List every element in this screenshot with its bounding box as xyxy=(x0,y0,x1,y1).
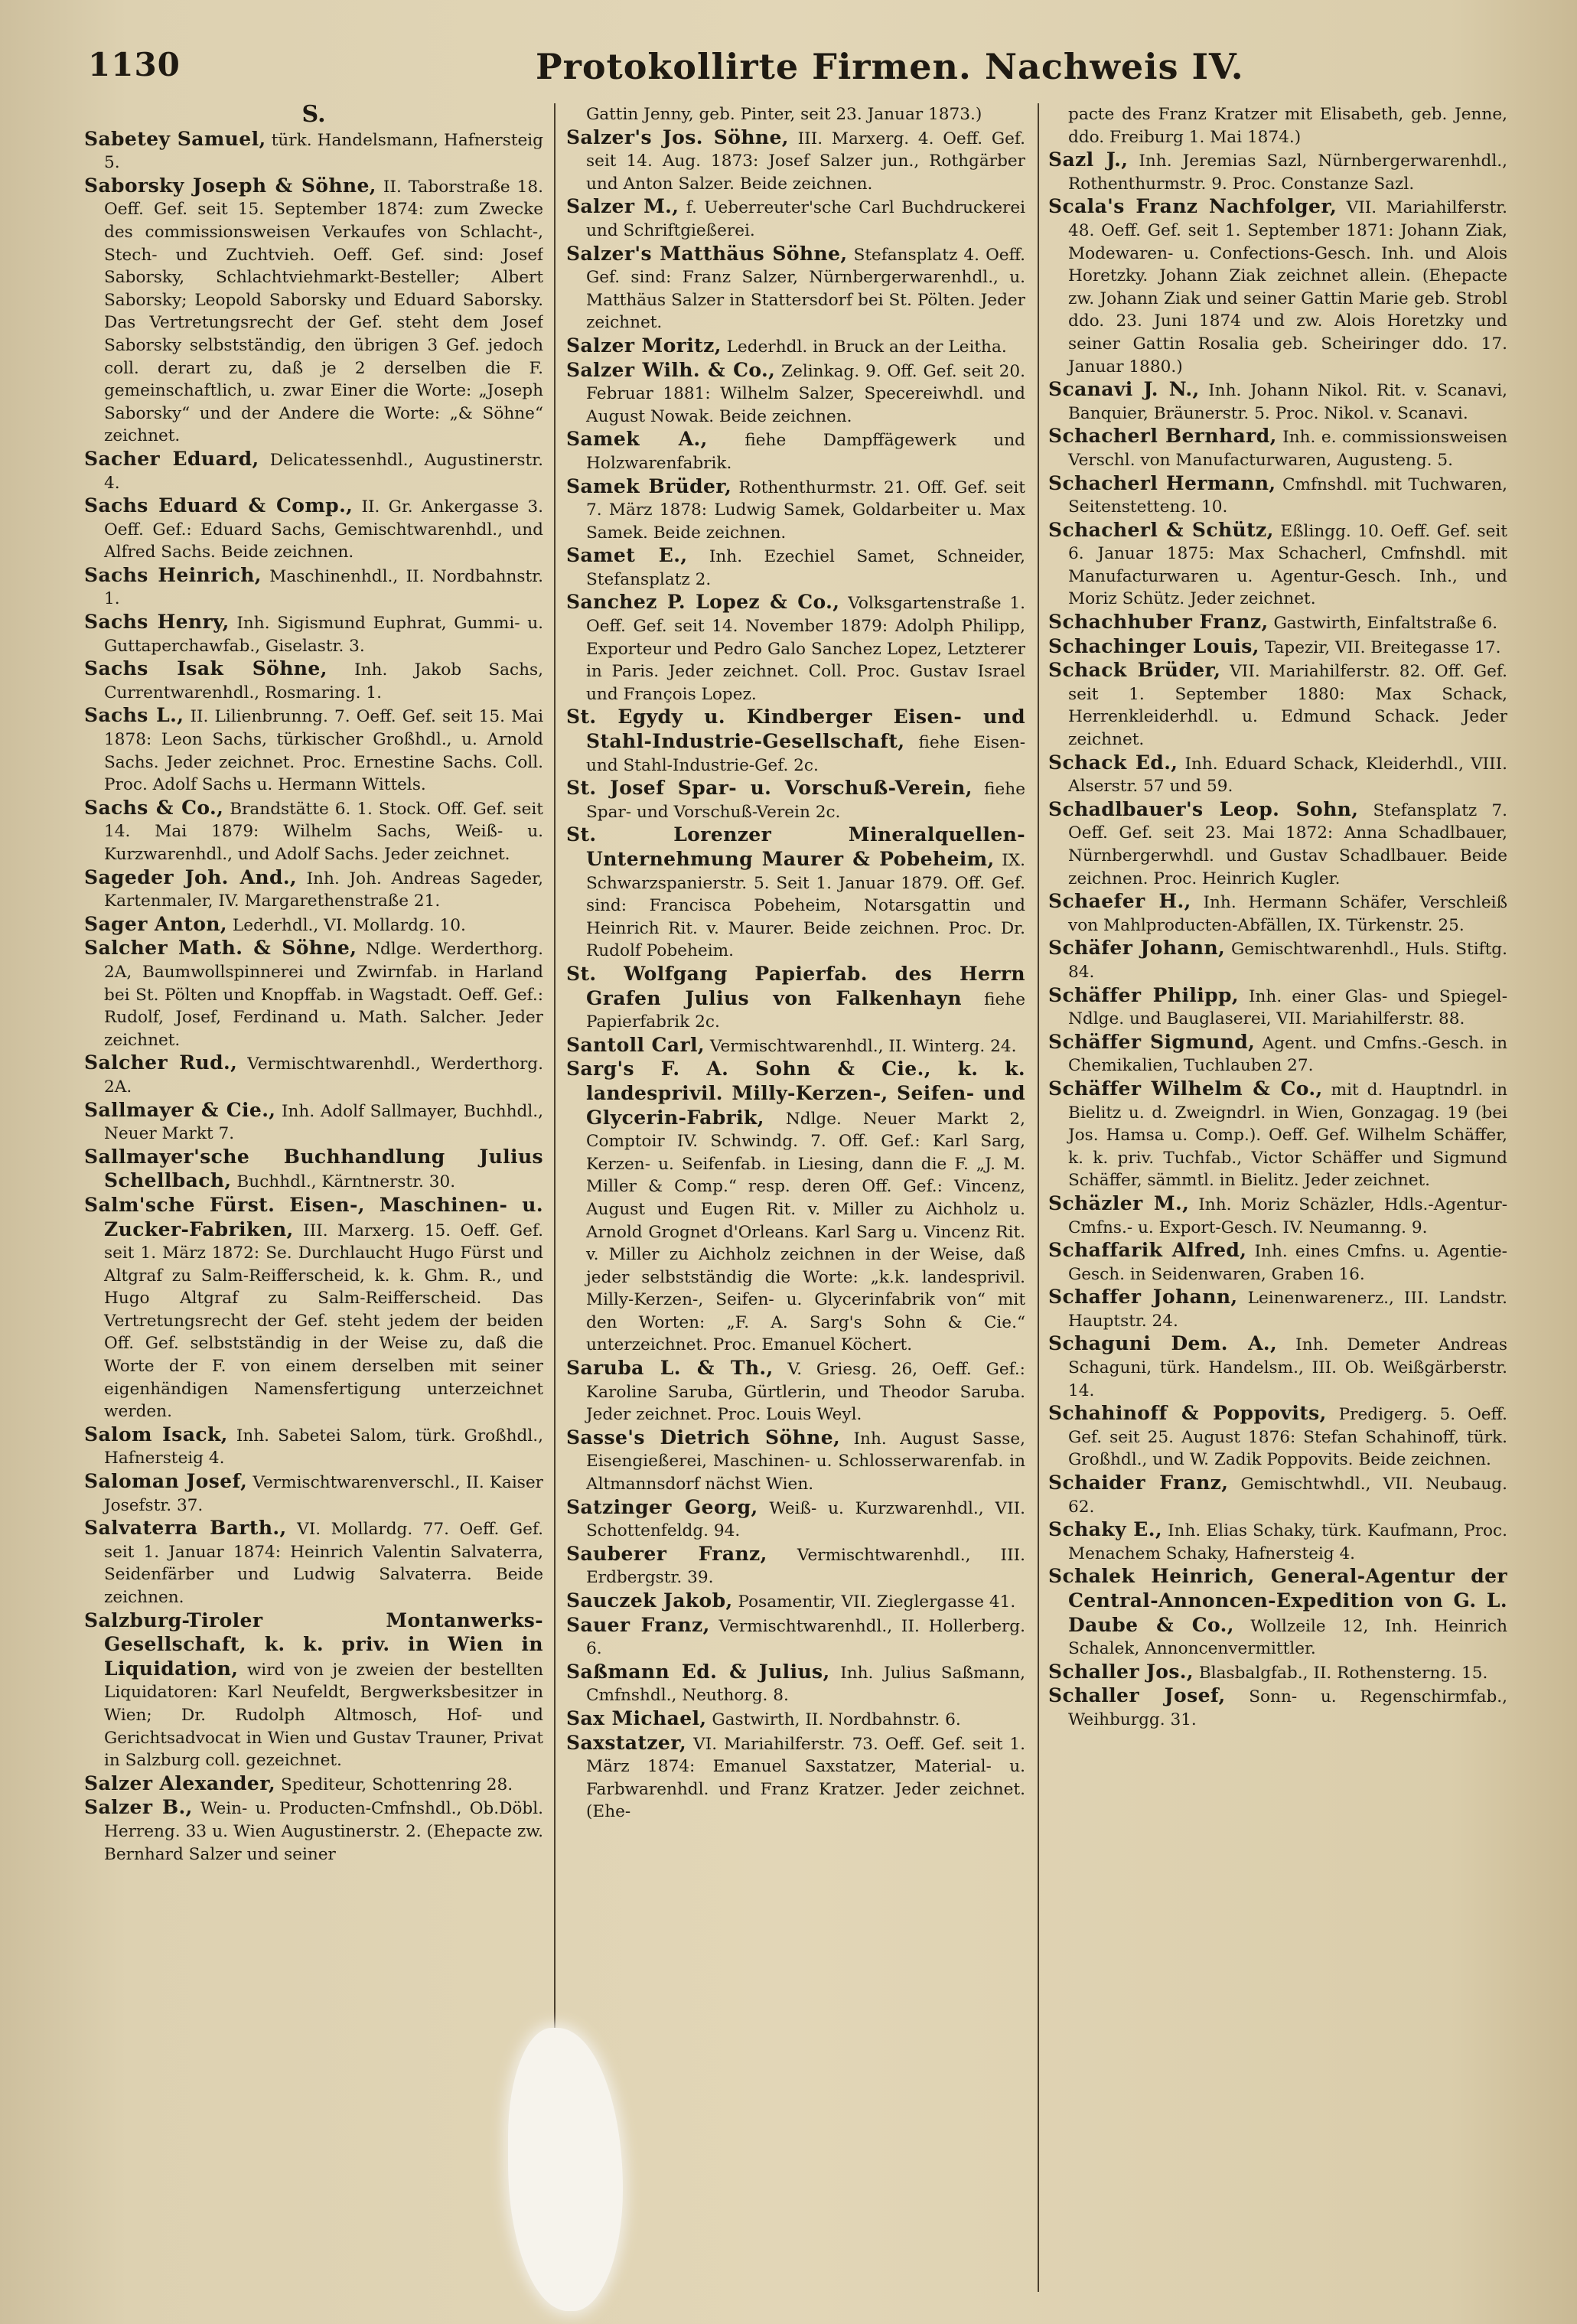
firm-name: Schacherl Bernhard, xyxy=(1048,425,1277,448)
entry-details: Gattin Jenny, geb. Pinter, seit 23. Januar 1873.) xyxy=(586,105,982,124)
entry-details: Vermischtwarenhdl., III. Erdbergstr. 39. xyxy=(586,1545,1025,1588)
directory-entry xyxy=(1048,425,1507,471)
firm-name: Samet E., xyxy=(566,544,688,567)
entry-details: Inh. Sigismund Euphrat, Gummi- u. Guttaperchawfab., Giselastr. 3. xyxy=(104,614,543,656)
firm-name: Sax Michael, xyxy=(566,1706,707,1729)
entry-details: Vermischtwarenverschl., II. Kaiser Josefstr. 37. xyxy=(104,1473,543,1515)
directory-entry xyxy=(1048,1192,1507,1239)
entry-details: VI. Mollardg. 77. Oeff. Gef. seit 1. Januar 1874: Heinrich Valentin Salvaterra, Seidenfärber und Ludwig Salvaterra. Beide zeichnen. xyxy=(104,1520,543,1607)
firm-name: Schaffer Johann, xyxy=(1048,1286,1238,1309)
directory-entry xyxy=(566,195,1025,242)
column-2 xyxy=(566,103,1025,2300)
directory-entry xyxy=(566,359,1025,429)
directory-entry xyxy=(1048,659,1507,751)
entry-details: Gastwirth, Einfaltstraße 6. xyxy=(1273,614,1498,634)
directory-entry xyxy=(1048,1077,1507,1192)
entry-details: Inh. Joh. Andreas Sageder, Kartenmaler, IV. Margarethenstraße 21. xyxy=(104,869,543,911)
entry-details: Cmfnshdl. mit Tuchwaren, Seitenstetteng. 10. xyxy=(1068,474,1507,517)
entry-details: Weiß- u. Kurzwarenhdl., VII. Schottenfeldg. 94. xyxy=(586,1498,1025,1541)
entry-details: Ndlge. Neuer Markt 2, Comptoir IV. Schwindg. 7. Off. Gef.: Karl Sarg, Kerzen- u. Seifenfab. in Liesing, dann die F. „J. M. Miller & Comp.“ resp. deren Off. Gef.: Vincenz, August und Eugen Rit. v. Miller zu Aichholz u. Arnold Grognet d'Orleans. Karl Sarg u. Vincenz Rit. v. Miller zu Aichholz zeichnen in der Weise, daß jeder selbstständig die Worte: „k.k. landesprivil. Milly-Kerzen-, Seifen- u. Glycerinfabrik von“ mit den Worten: „F. A. Sarg's Sohn & Cie.“ unterzeichnet. Proc. Emanuel Köchert. xyxy=(586,1109,1025,1355)
directory-entry xyxy=(1048,1661,1507,1685)
directory-entry xyxy=(1048,798,1507,890)
firm-name: Saxstatzer, xyxy=(566,1731,687,1754)
directory-entry xyxy=(84,494,543,564)
directory-entry xyxy=(566,823,1025,963)
directory-entry xyxy=(566,243,1025,334)
firm-name: Schäffer Sigmund, xyxy=(1048,1030,1256,1053)
firm-name: Schaller Josef, xyxy=(1048,1684,1226,1707)
directory-entry xyxy=(566,1357,1025,1426)
firm-name: Salzer Moritz, xyxy=(566,334,722,357)
firm-name: Schäffer Wilhelm & Co., xyxy=(1048,1077,1323,1100)
directory-entry xyxy=(1048,984,1507,1031)
directory-entry xyxy=(566,428,1025,474)
entry-details: Inh. einer Glas- und Spiegel-Ndlge. und Bauglaserei, VII. Mariahilferstr. 88. xyxy=(1068,986,1507,1029)
firm-name: Sanchez P. Lopez & Co., xyxy=(566,591,840,614)
entry-details: Inh. eines Cmfns. u. Agentie-Gesch. in Seidenwaren, Graben 16. xyxy=(1068,1242,1507,1284)
entry-details: III. Marxerg. 4. Oeff. Gef. seit 14. Aug. 1873: Josef Salzer jun., Rothgärber und Anton Salzer. Beide zeichnen. xyxy=(586,129,1025,194)
firm-name: Sallmayer & Cie., xyxy=(84,1098,276,1121)
firm-name: Sauberer Franz, xyxy=(566,1542,767,1565)
directory-entry xyxy=(84,1609,543,1772)
firm-name: Saßmann Ed. & Julius, xyxy=(566,1660,830,1683)
directory-entry xyxy=(84,1772,543,1797)
entry-details: VII. Mariahilferstr. 48. Oeff. Gef. seit 1. September 1871: Johann Ziak, Modewaren- u. Confections-Gesch. Inh. und Alois Horetzky. Johann Ziak zeichnet allein. (Ehepacte zw. Johann Ziak und seiner Gattin Marie geb. Strobl ddo. 23. Juni 1874 und zw. Alois Horetzky und seiner Gattin Rosalia geb. Scheiringer ddo. 17. Januar 1880.) xyxy=(1068,198,1507,376)
directory-entry xyxy=(566,1034,1025,1058)
directory-entry xyxy=(566,126,1025,196)
firm-name: Schahinoff & Poppovits, xyxy=(1048,1402,1327,1425)
directory-entry xyxy=(566,475,1025,545)
firm-name: Scanavi J. N., xyxy=(1048,378,1200,401)
directory-entry xyxy=(566,1058,1025,1357)
firm-name: Sachs Heinrich, xyxy=(84,563,262,586)
firm-name: Salzburg-Tiroler Montanwerks-Gesellschaft, k. k. priv. in Wien in Liquidation, xyxy=(84,1609,543,1680)
firm-name: Schäffer Philipp, xyxy=(1048,983,1239,1006)
entry-details: Maschinenhdl., II. Nordbahnstr. 1. xyxy=(104,566,543,609)
firm-name: Sachs & Co., xyxy=(84,796,224,819)
entry-details: Rothenthurmstr. 21. Off. Gef. seit 7. März 1878: Ludwig Samek, Goldarbeiter u. Max Samek. Beide zeichnen. xyxy=(586,478,1025,543)
firm-name: Schachinger Louis, xyxy=(1048,634,1259,657)
firm-name: Salvaterra Barth., xyxy=(84,1517,287,1540)
entry-details: Gemischtwhdl., VII. Neubaug. 62. xyxy=(1068,1475,1507,1517)
firm-name: Sager Anton, xyxy=(84,912,227,935)
directory-entry xyxy=(84,1099,543,1146)
firm-name: Schaefer H., xyxy=(1048,890,1191,913)
directory-entry xyxy=(1048,1239,1507,1286)
directory-entry xyxy=(566,1661,1025,1707)
directory-entry xyxy=(566,963,1025,1034)
entry-details: Eßlingg. 10. Oeff. Gef. seit 6. Januar 1875: Max Schacherl, Cmfnshdl. mit Manufacturwaren u. Agentur-Gesch. Inh., und Moriz Schütz. Jeder zeichnet. xyxy=(1068,521,1507,609)
directory-entry xyxy=(1048,195,1507,378)
entry-details: Inh. Moriz Schäzler, Hdls.-Agentur-Cmfns.- u. Export-Gesch. IV. Neumanng. 9. xyxy=(1068,1195,1507,1237)
directory-entry xyxy=(1048,519,1507,611)
directory-entry xyxy=(566,1589,1025,1614)
directory-entry xyxy=(84,564,543,611)
entry-details: Zelinkag. 9. Off. Gef. seit 20. Februar 1881: Wilhelm Salzer, Specereiwhdl. und August Nowak. Beide zeichnen. xyxy=(586,361,1025,426)
entry-details: pacte des Franz Kratzer mit Elisabeth, geb. Jenne, ddo. Freiburg 1. Mai 1874.) xyxy=(1068,105,1507,147)
entry-details: Spediteur, Schottenring 28. xyxy=(280,1775,513,1794)
firm-name: Schäzler M., xyxy=(1048,1191,1190,1214)
firm-name: St. Wolfgang Papierfab. des Herrn Grafen Julius von Falkenhayn xyxy=(566,962,1025,1009)
directory-entry xyxy=(84,797,543,866)
firm-name: Sachs Isak Söhne, xyxy=(84,657,327,680)
firm-name: Salcher Rud., xyxy=(84,1051,238,1074)
firm-name: Salzer Wilh. & Co., xyxy=(566,358,776,381)
entry-details: Gemischtwarenhdl., Huls. Stiftg. 84. xyxy=(1068,940,1507,982)
firm-name: Sachs Henry, xyxy=(84,611,230,634)
firm-name: Schadlbauer's Leop. Sohn, xyxy=(1048,797,1359,820)
firm-name: Schaider Franz, xyxy=(1048,1472,1229,1494)
entry-details: V. Griesg. 26, Oeff. Gef.: Karoline Saruba, Gürtlerin, und Theodor Saruba. Jeder zeichnet. Proc. Louis Weyl. xyxy=(586,1360,1025,1425)
directory-entry xyxy=(1048,1332,1507,1402)
directory-entry xyxy=(84,1517,543,1609)
entry-details: II. Lilienbrunng. 7. Oeff. Gef. seit 15. Mai 1878: Leon Sachs, türkischer Großhdl., u. Arnold Sachs. Jeder zeichnet. Proc. Ernestine Sachs. Coll. Proc. Adolf Sachs u. Hermann Wittels. xyxy=(104,707,543,795)
entry-details: Vermischtwarenhdl., Werderthorg. 2A. xyxy=(104,1054,543,1097)
entry-details: Ndlge. Werderthorg. 2A, Baumwollspinnerei und Zwirnfab. in Harland bei St. Pölten und Knopffab. in Wagstadt. Oeff. Gef.: Rudolf, Josef, Ferdinand u. Math. Salcher. Jeder zeichnet. xyxy=(104,940,543,1050)
entry-details: Vermischtwarenhdl., II. Winterg. 24. xyxy=(709,1036,1017,1056)
entry-details: II. Taborstraße 18. Oeff. Gef. seit 15. September 1874: zum Zwecke des commissionsweisen Verkaufes von Schlacht-, Stech- und Zuchtvieh. Oeff. Gef. sind: Josef Saborsky, Schlachtviehmarkt-Besteller; Albert Saborsky; Leopold Saborsky und Eduard Saborsky. Das Vertretungsrecht der Gef. steht dem Josef Saborsky selbstständig, den übrigen 3 Gef. jedoch coll. derart zu, daß je 2 derselben die F. gemeinschaftlich, u. zwar Einer die Worte: „Joseph Saborsky“ und der Andere die Worte: „& Söhne“ zeichnet. xyxy=(104,177,543,446)
firm-name: Schack Ed., xyxy=(1048,751,1178,774)
entry-details: Leinenwarenerz., III. Landstr. Hauptstr. 24. xyxy=(1068,1289,1507,1331)
entry-details: fiehe Spar- und Vorschuß-Verein 2c. xyxy=(586,780,1025,822)
directory-entry xyxy=(566,706,1025,777)
entry-details: II. Gr. Ankergasse 3. Oeff. Gef.: Eduard Sachs, Gemischtwarenhdl., und Alfred Sachs. Beide zeichnen. xyxy=(104,497,543,562)
entry-details: Vermischtwarenhdl., II. Hollerberg. 6. xyxy=(586,1616,1025,1659)
firm-name: Samek A., xyxy=(566,428,708,451)
entry-details: Inh. Eduard Schack, Kleiderhdl., VIII. Alserstr. 57 und 59. xyxy=(1068,754,1507,797)
entry-details: f. Ueberreuter'sche Carl Buchdruckerei und Schriftgießerei. xyxy=(586,198,1025,240)
entry-details: Inh. Jakob Sachs, Currentwarenhdl., Rosmaring. 1. xyxy=(104,660,543,702)
directory-entry xyxy=(84,1796,543,1866)
directory-entry xyxy=(1048,1286,1507,1332)
firm-name: Sasse's Dietrich Söhne, xyxy=(566,1426,841,1449)
entry-details: Inh. e. commissionsweisen Verschl. von Manufacturwaren, Augusteng. 5. xyxy=(1068,428,1507,470)
firm-name: Schack Brüder, xyxy=(1048,659,1221,682)
entry-details: wird von je zweien der bestellten Liquidatoren: Karl Neufeldt, Bergwerksbesitzer in Wien; Dr. Rudolph Altmosch, Hof- und Gerichtsadvocat in Wien und Gustav Trauner, Privat in Salzburg coll. gezeichnet. xyxy=(104,1660,543,1771)
firm-name: Schaffarik Alfred, xyxy=(1048,1239,1247,1262)
entry-details: Delicatessenhdl., Augustinerstr. 4. xyxy=(104,450,543,493)
directory-entry xyxy=(84,448,543,494)
entry-details: Wein- u. Producten-Cmfnshdl., Ob.Döbl. Herreng. 33 u. Wien Augustinerstr. 2. (Ehepacte zw. Bernhard Salzer und seiner xyxy=(104,1799,543,1864)
entry-details: Sonn- u. Regenschirmfab., Weihburgg. 31. xyxy=(1068,1687,1507,1729)
directory-entry xyxy=(1048,937,1507,983)
firm-name: Saborsky Joseph & Söhne, xyxy=(84,174,376,197)
directory-entry xyxy=(84,937,543,1051)
firm-name: Salzer Alexander, xyxy=(84,1772,276,1794)
entry-details: Blasbalgfab., II. Rothensterng. 15. xyxy=(1198,1663,1488,1683)
entry-details: III. Marxerg. 15. Oeff. Gef. seit 1. März 1872: Se. Durchlaucht Hugo Fürst und Altgraf zu Salm-Reifferscheid, k. k. Ghm. R., und Hugo Altgraf zu Salm-Reifferscheid. Das Vertretungsrecht der Gef. steht jedem der beiden Off. Gef. selbstständig in der Weise zu, daß die Worte der F. von einem derselben mit seiner eigenhändigen Namensfertigung unterzeichnet werden. xyxy=(104,1221,543,1422)
entry-details: Predigerg. 5. Oeff. Gef. seit 25. August 1876: Stefan Schahinoff, türk. Großhdl., und W. Zadik Poppovits. Beide zeichnen. xyxy=(1068,1405,1507,1470)
directory-entry xyxy=(566,777,1025,823)
directory-entry xyxy=(1048,890,1507,937)
firm-name: Sallmayer'sche Buchhandlung Julius Schellbach, xyxy=(84,1145,543,1192)
firm-name: Salcher Math. & Söhne, xyxy=(84,937,357,960)
directory-entry xyxy=(1048,378,1507,425)
firm-name: Santoll Carl, xyxy=(566,1033,705,1056)
directory-entry xyxy=(566,544,1025,591)
firm-name: St. Josef Spar- u. Vorschuß-Verein, xyxy=(566,777,973,800)
directory-entry xyxy=(1048,103,1507,148)
entry-details: Inh. Johann Nikol. Rit. v. Scanavi, Banquier, Bräunerstr. 5. Proc. Nikol. v. Scanavi. xyxy=(1068,381,1507,423)
entry-details: Inh. Adolf Sallmayer, Buchhdl., Neuer Markt 7. xyxy=(104,1101,543,1144)
firm-name: Salzer B., xyxy=(84,1796,193,1819)
firm-name: St. Egydy u. Kindberger Eisen- und Stahl-Industrie-Gesellschaft, xyxy=(566,706,1025,753)
firm-name: Sachs L., xyxy=(84,704,184,727)
directory-entry xyxy=(566,1543,1025,1589)
firm-name: Sauczek Jakob, xyxy=(566,1589,733,1612)
firm-name: Sazl J., xyxy=(1048,148,1129,171)
directory-entry xyxy=(1048,1031,1507,1077)
firm-name: Schachhuber Franz, xyxy=(1048,611,1269,634)
firm-name: Scala's Franz Nachfolger, xyxy=(1048,195,1338,218)
entry-details: Inh. Jeremias Sazl, Nürnbergerwarenhdl., Rothenthurmstr. 9. Proc. Constanze Sazl. xyxy=(1068,152,1507,194)
entry-details: Inh. Demeter Andreas Schaguni, türk. Handelsm., III. Ob. Weißgärberstr. 14. xyxy=(1068,1335,1507,1400)
firm-name: Schaller Jos., xyxy=(1048,1660,1194,1683)
firm-name: Sauer Franz, xyxy=(566,1613,710,1636)
page-number: 1130 xyxy=(88,46,181,83)
directory-entry xyxy=(84,913,543,937)
page-header xyxy=(0,46,1577,99)
entry-details: Wollzeile 12, Inh. Heinrich Schalek, Annoncenvermittler. xyxy=(1068,1616,1507,1659)
entry-details: IX. Schwarzspanierstr. 5. Seit 1. Januar 1879. Off. Gef. sind: Francisca Pobeheim, Notarsgattin und Heinrich Rit. v. Maurer. Beide zeichnen. Proc. Dr. Rudolf Pobeheim. xyxy=(586,851,1025,961)
entry-details: Posamentir, VII. Zieglergasse 41. xyxy=(738,1592,1016,1612)
firm-name: Saloman Josef, xyxy=(84,1470,248,1493)
firm-name: Salzer's Matthäus Söhne, xyxy=(566,242,848,265)
directory-entry xyxy=(566,1496,1025,1543)
firm-name: Sabetey Samuel, xyxy=(84,127,266,150)
entry-details: Agent. und Cmfns.-Gesch. in Chemikalien, Tuchlauben 27. xyxy=(1068,1033,1507,1076)
directory-entry xyxy=(1048,751,1507,798)
directory-entry xyxy=(84,1470,543,1517)
entry-details: Inh. Sabetei Salom, türk. Großhdl., Hafnersteig 4. xyxy=(104,1426,543,1468)
entry-details: VII. Mariahilferstr. 82. Off. Gef. seit 1. September 1880: Max Schack, Herrenkleiderhdl. u. Edmund Schack. Jeder zeichnet. xyxy=(1068,662,1507,750)
directory-entry xyxy=(566,103,1025,126)
firm-name: Salzer M., xyxy=(566,195,679,218)
directory-entry xyxy=(84,128,543,174)
firm-name: Schalek Heinrich, General-Agentur der Central-Annoncen-Expedition von G. L. Daube & Co., xyxy=(1048,1565,1507,1636)
entry-details: Inh. August Sasse, Eisengießerei, Maschinen- u. Schlosserwarenfab. in Altmannsdorf nächst Wien. xyxy=(586,1429,1025,1494)
letter-heading: S. xyxy=(301,103,326,128)
entry-details: Inh. Elias Schaky, türk. Kaufmann, Proc. Menachem Schaky, Hafnersteig 4. xyxy=(1068,1521,1507,1563)
directory-entry xyxy=(1048,1472,1507,1518)
firm-name: Schaky E., xyxy=(1048,1518,1162,1541)
directory-entry xyxy=(1048,1684,1507,1731)
firm-name: Schäfer Johann, xyxy=(1048,937,1226,960)
directory-entry xyxy=(566,1426,1025,1496)
entry-details: Volksgartenstraße 1. Oeff. Gef. seit 14. November 1879: Adolph Philipp, Exporteur und Pedro Galo Sanchez Lopez, Letzterer in Paris. Jeder zeichnet. Coll. Proc. Gustav Israel und François Lopez. xyxy=(586,594,1025,704)
entry-details: Buchhdl., Kärntnerstr. 30. xyxy=(236,1172,456,1192)
entry-details: mit d. Hauptndrl. in Bielitz u. d. Zweigndrl. in Wien, Gonzagag. 19 (bei Jos. Hamsa u. Comp.). Oeff. Gef. Wilhelm Schäffer, k. k. priv. Tuchfab., Victor Schäffer und Sigmund Schäffer, sämmtl. in Bielitz. Jeder zeichnet. xyxy=(1068,1080,1507,1191)
directory-entry xyxy=(84,1051,543,1098)
firm-name: Schaguni Dem. A., xyxy=(1048,1332,1278,1355)
directory-entry xyxy=(84,1194,543,1423)
directory-entry xyxy=(1048,148,1507,195)
entry-details: fiehe Dampffägewerk und Holzwarenfabrik. xyxy=(586,431,1025,473)
directory-entry xyxy=(566,1732,1025,1824)
directory-entry xyxy=(84,657,543,704)
directory-entry xyxy=(1048,1565,1507,1660)
entry-details: Inh. Hermann Schäfer, Verschleiß von Mahlproducten-Abfällen, IX. Türkenstr. 25. xyxy=(1068,893,1507,935)
directory-entry xyxy=(566,1707,1025,1732)
directory-entry xyxy=(84,704,543,796)
firm-name: Saruba L. & Th., xyxy=(566,1357,774,1380)
entry-details: Inh. Julius Saßmann, Cmfnshdl., Neuthorg. 8. xyxy=(586,1663,1025,1706)
directory-entry xyxy=(84,174,543,448)
directory-entry xyxy=(1048,472,1507,519)
firm-name: Schacherl Hermann, xyxy=(1048,471,1276,494)
entry-details: Brandstätte 6. 1. Stock. Off. Gef. seit 14. Mai 1879: Wilhelm Sachs, Weiß- u. Kurzwarenhdl., und Adolf Sachs. Jeder zeichnet. xyxy=(104,799,543,864)
running-title: Protokollirte Firmen. Nachweis IV. xyxy=(536,46,1244,87)
directory-entry xyxy=(566,1614,1025,1661)
column-1 xyxy=(84,103,543,2300)
firm-name: Sachs Eduard & Comp., xyxy=(84,494,354,517)
directory-entry xyxy=(1048,611,1507,635)
directory-entry xyxy=(1048,635,1507,660)
entry-details: fiehe Papierfabrik 2c. xyxy=(586,989,1025,1032)
entry-details: Lederhdl. in Bruck an der Leitha. xyxy=(726,337,1007,357)
firm-name: Satzinger Georg, xyxy=(566,1495,758,1518)
directory-entry xyxy=(1048,1402,1507,1472)
entry-details: Stefansplatz 7. Oeff. Gef. seit 23. Mai 1872: Anna Schadlbauer, Nürnbergerwhdl. und Gustav Schadlbauer. Beide zeichnen. Proc. Heinrich Kugler. xyxy=(1068,800,1507,888)
columns xyxy=(84,103,1507,2300)
firm-name: Salzer's Jos. Söhne, xyxy=(566,125,789,148)
firm-name: Sacher Eduard, xyxy=(84,447,259,470)
entry-details: türk. Handelsmann, Hafnersteig 5. xyxy=(104,130,543,173)
directory-entry xyxy=(1048,1518,1507,1565)
directory-entry xyxy=(84,1146,543,1194)
directory-entry xyxy=(84,866,543,913)
directory-entry xyxy=(566,334,1025,359)
firm-name: Schacherl & Schütz, xyxy=(1048,518,1274,541)
entry-details: Lederhdl., VI. Mollardg. 10. xyxy=(232,915,466,935)
entry-details: VI. Mariahilferstr. 73. Oeff. Gef. seit 1. März 1874: Emanuel Saxstatzer, Material- u. Farbwarenhdl. und Franz Kratzer. Jeder zeichnet. (Ehe- xyxy=(586,1734,1025,1822)
entry-details: fiehe Eisen- und Stahl-Industrie-Gef. 2c. xyxy=(586,733,1025,775)
entry-details: Gastwirth, II. Nordbahnstr. 6. xyxy=(712,1710,961,1729)
firm-name: Salm'sche Fürst. Eisen-, Maschinen- u. Zucker-Fabriken, xyxy=(84,1193,543,1240)
firm-name: Sageder Joh. And., xyxy=(84,865,298,888)
entry-details: Stefansplatz 4. Oeff. Gef. sind: Franz Salzer, Nürnbergerwarenhdl., u. Matthäus Salzer in Stattersdorf bei St. Pölten. Jeder zeichnet. xyxy=(586,245,1025,333)
entry-details: Inh. Ezechiel Samet, Schneider, Stefansplatz 2. xyxy=(586,547,1025,589)
firm-name: St. Lorenzer Mineralquellen-Unternehmung Maurer & Pobeheim, xyxy=(566,823,1025,870)
entry-details: Tapezir, VII. Breitegasse 17. xyxy=(1264,637,1501,657)
directory-entry xyxy=(84,1423,543,1470)
firm-name: Sarg's F. A. Sohn & Cie., k. k. landesprivil. Milly-Kerzen-, Seifen- und Glycerin-Fabrik, xyxy=(566,1058,1025,1129)
firm-name: Samek Brüder, xyxy=(566,474,732,497)
column-3 xyxy=(1048,103,1507,2300)
directory-entry xyxy=(566,591,1025,706)
firm-name: Salom Isack, xyxy=(84,1423,228,1446)
directory-entry xyxy=(84,611,543,657)
